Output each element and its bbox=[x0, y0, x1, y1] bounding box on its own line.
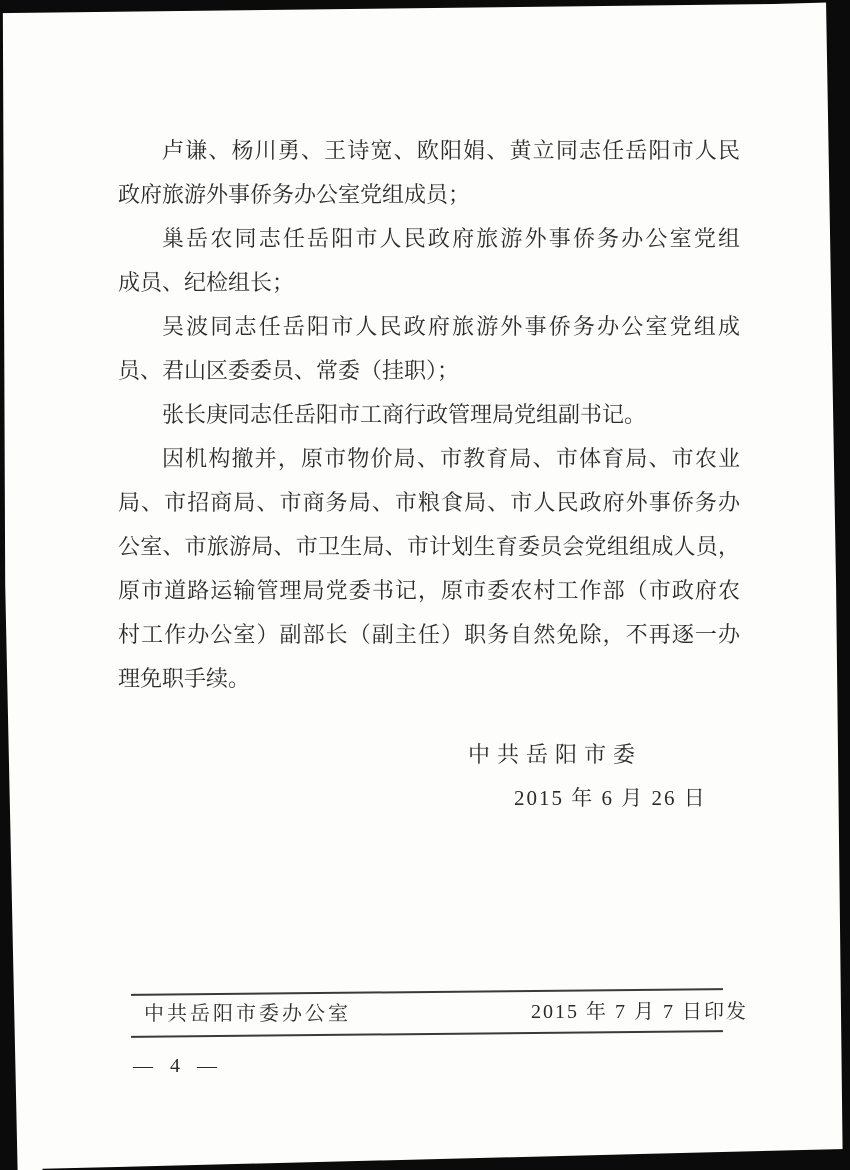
text-line: 张长庚同志任岳阳市工商行政管理局党组副书记。 bbox=[162, 402, 647, 427]
text-line: 局、市招商局、市商务局、市粮食局、市人民政府外事侨务办 bbox=[118, 490, 740, 515]
footer-rule-top bbox=[131, 988, 723, 996]
footer-print-date: 2015 年 7 月 7 日印发 bbox=[531, 1001, 748, 1023]
signature-date: 2015 年 6 月 26 日 bbox=[514, 786, 707, 810]
text-line: 政府旅游外事侨务办公室党组成员； bbox=[118, 182, 471, 207]
text-line: 村工作办公室）副部长（副主任）职务自然免除，不再逐一办 bbox=[118, 622, 740, 647]
text-line: 公室、市旅游局、市卫生局、市计划生育委员会党组组成人员， bbox=[118, 534, 740, 559]
signature-org: 中共岳阳市委 bbox=[468, 742, 643, 767]
footer-rule-bottom bbox=[131, 1030, 723, 1038]
footer-issuer: 中共岳阳市委办公室 bbox=[144, 1003, 351, 1025]
text-line: 成员、纪检组长； bbox=[118, 270, 295, 295]
text-line: 理免职手续。 bbox=[118, 666, 251, 691]
text-line: 因机构撤并，原市物价局、市教育局、市体育局、市农业 bbox=[162, 446, 740, 471]
text-line: 巢岳农同志任岳阳市人民政府旅游外事侨务办公室党组 bbox=[162, 226, 740, 251]
page-number: — 4 — bbox=[133, 1055, 223, 1077]
text-line: 原市道路运输管理局党委书记，原市委农村工作部（市政府农 bbox=[118, 578, 740, 603]
scan-edge-left bbox=[0, 0, 20, 1170]
body-text bbox=[118, 129, 740, 701]
scan-edge-top bbox=[0, 0, 850, 16]
text-line: 员、君山区委委员、常委（挂职）； bbox=[118, 358, 460, 383]
text-line: 吴波同志任岳阳市人民政府旅游外事侨务办公室党组成 bbox=[162, 314, 740, 339]
text-line: 卢谦、杨川勇、王诗宽、欧阳娟、黄立同志任岳阳市人民 bbox=[162, 138, 740, 163]
scan-edge-bottom bbox=[0, 1146, 850, 1170]
scan-edge-right bbox=[826, 0, 850, 1170]
